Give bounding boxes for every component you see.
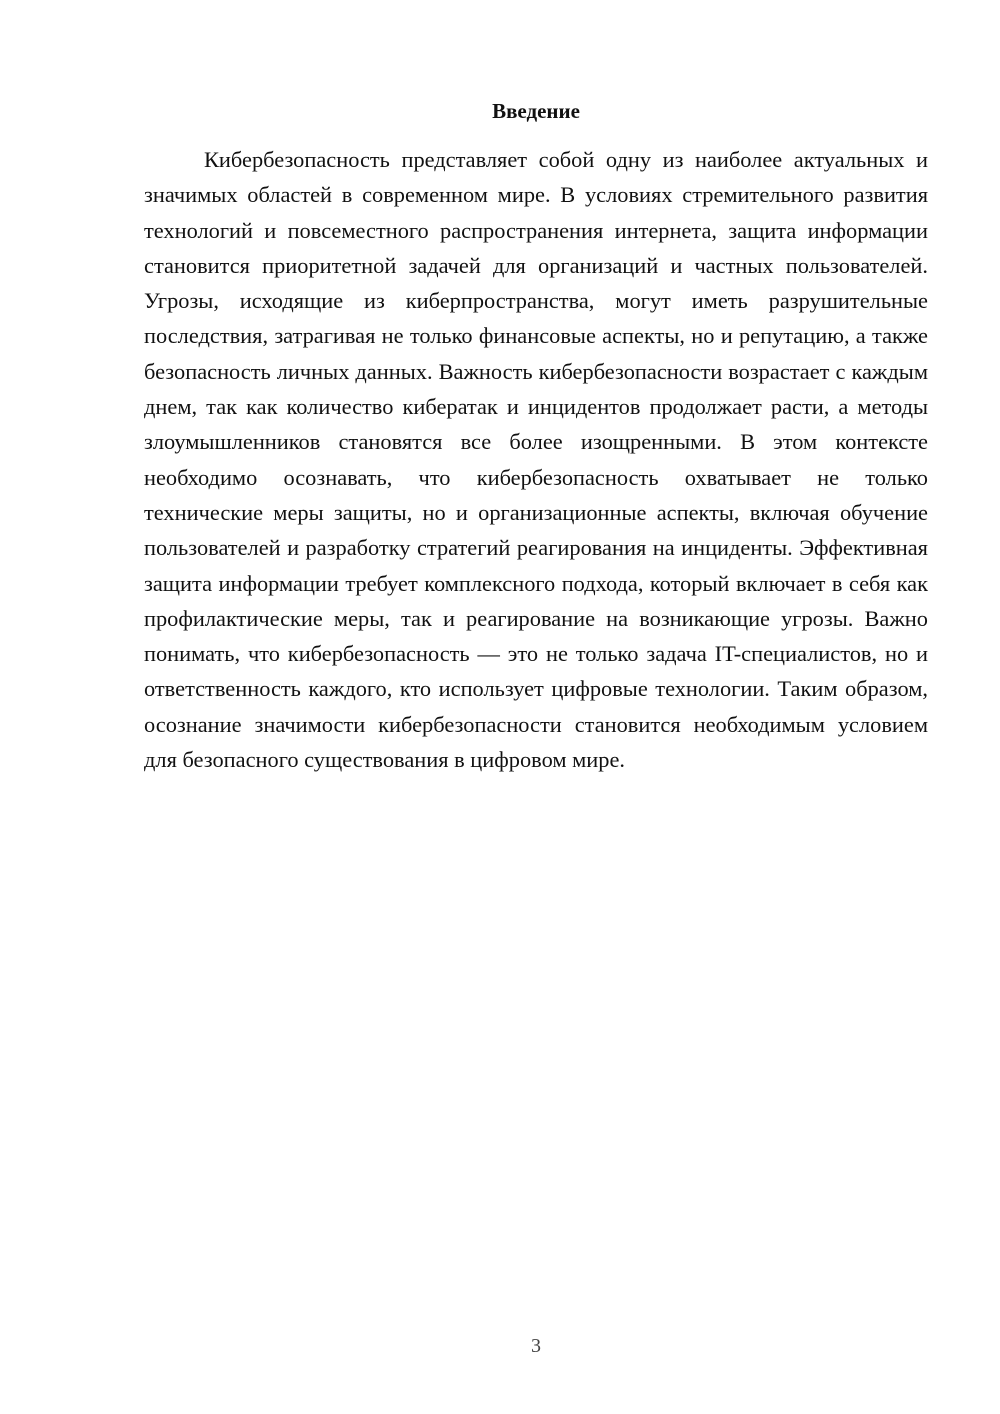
introduction-paragraph: Кибербезопасность представляет собой одну из наиболее актуальных и значимых областей в современном мире. В условиях стремительного развития технологий и повсеместного распространения интернета, защита информации становится приоритетной задачей для организаций и частных пользователей. Угрозы, исходящие из киберпространства, могут иметь разрушительные последствия, затрагивая не только финансовые аспекты, но и репутацию, а также безопасность личных данных. Важность кибербезопасности возрастает с каждым днем, так как количество кибератак и инцидентов продолжает расти, а методы злоумышленников становятся все более изощренными. В этом контексте необходимо осознавать, что кибербезопасность охватывает не только технические меры защиты, но и организационные аспекты, включая обучение пользователей и разработку стратегий реагирования на инциденты. Эффективная защита информации требует комплексного подхода, который включает в себя как профилактические меры, так и реагирование на возникающие угрозы. Важно понимать, что кибербезопасность — это не только задача IT-специалистов, но и ответственность каждого, кто использует цифровые технологии. Таким образом, осознание значимости кибербезопасности становится необходимым условием для безопасного существования в цифровом мире. — [144, 147, 928, 773]
page-number: 3 — [531, 1335, 541, 1357]
section-heading: Введение — [492, 99, 580, 123]
